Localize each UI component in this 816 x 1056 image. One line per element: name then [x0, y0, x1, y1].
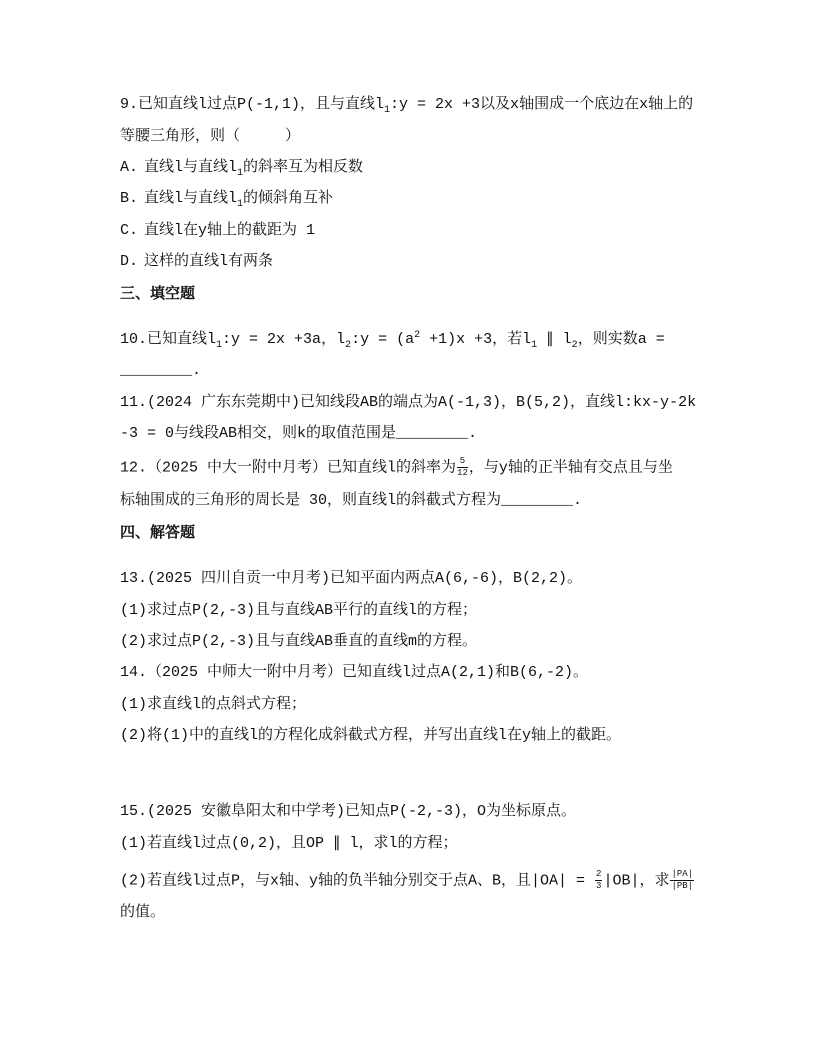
q12-text: 已知直线l的斜率为 [327, 459, 457, 477]
q15-text: |OB|，求 [603, 872, 670, 890]
subscript: 2 [345, 340, 352, 351]
q10-line-1 [120, 330, 665, 350]
q14-source: （2025 中师大一附中月考） [147, 664, 343, 681]
q10-text: :y = 2x +3a，l [222, 331, 346, 348]
option-label: D. [120, 253, 139, 270]
option-text: 的斜率互为相反数 [243, 159, 364, 176]
section-heading-free-response: 四、解答题 [120, 523, 196, 541]
q14-text: 已知直线l过点A(2,1)和B(6,-2)。 [342, 664, 589, 681]
answer-blank: ________ [396, 425, 469, 442]
option-text: 的倾斜角互补 [243, 190, 334, 207]
q15-part-2 [120, 870, 695, 890]
q13-text: 已知平面内两点A(6,-6)，B(2,2)。 [330, 570, 583, 587]
q12-text: ，与y轴的正半轴有交点且与坐 [468, 459, 673, 477]
q13-part-2: (2)求过点P(2,-3)且与直线AB垂直的直线m的方程。 [120, 633, 478, 650]
q14-part-2: (2)将(1)中的直线l的方程化成斜截式方程，并写出直线l在y轴上的截距。 [120, 727, 622, 744]
q15-part-1: (1)若直线l过点(0,2)，且OP ∥ l，求l的方程； [120, 835, 458, 852]
period: . [192, 362, 202, 379]
q14-stem [120, 663, 588, 683]
period: . [573, 492, 583, 509]
q11-line-1 [120, 393, 696, 413]
q12-line-1 [120, 457, 673, 477]
q13-stem [120, 569, 582, 589]
q9-line-1 [120, 95, 693, 115]
q10-text: ∥ l [537, 331, 572, 348]
subscript: 1 [237, 199, 244, 210]
q13-part-1: (1)求过点P(2,-3)且与直线AB平行的直线l的方程； [120, 602, 478, 619]
subscript: 1 [216, 340, 223, 351]
q15-number: 15. [120, 803, 148, 820]
q15-stem [120, 802, 576, 822]
q11-source: (2024 广东东莞期中) [147, 394, 301, 411]
q11-line-2 [120, 424, 477, 444]
q12-line-2 [120, 491, 582, 511]
option-text: 直线l与直线l [144, 190, 238, 207]
q11-number: 11. [120, 394, 148, 411]
slope-fraction [457, 457, 468, 478]
subscript: 1 [384, 105, 391, 116]
q14-number: 14. [120, 664, 148, 681]
q9-option-b [120, 189, 333, 209]
q12-number: 12. [120, 459, 148, 477]
subscript: 1 [237, 168, 244, 179]
q14-part-1: (1)求直线l的点斜式方程； [120, 696, 307, 713]
option-text: 直线l与直线l [144, 159, 238, 176]
period: . [468, 425, 478, 442]
option-text: 直线l在y轴上的截距为 1 [144, 222, 316, 239]
q9-option-c [120, 221, 315, 241]
fraction-denominator: 12 [457, 468, 468, 478]
q10-text: 已知直线l [147, 331, 217, 348]
fraction-numerator: |PA| [671, 869, 694, 879]
subscript: 1 [531, 340, 538, 351]
q9-line-2 [120, 127, 300, 147]
q9-stem-text: 已知直线l过点P(-1,1)，且与直线l [138, 96, 385, 113]
q9-stem-text: 等腰三角形，则（ ） [120, 128, 301, 145]
q11-text: -3 = 0与线段AB相交，则k的取值范围是 [120, 425, 397, 442]
q9-number: 9. [120, 96, 139, 113]
answer-blank: ________ [501, 492, 574, 509]
option-label: A. [120, 159, 139, 176]
q9-option-a [120, 158, 363, 178]
option-label: C. [120, 222, 139, 239]
fraction-denominator: 3 [596, 881, 602, 891]
q12-source: （2025 中大一附中月考） [147, 459, 328, 477]
target-fraction [670, 870, 694, 891]
ratio-fraction [595, 870, 602, 891]
q12-text: 标轴围成的三角形的周长是 30，则直线l的斜截式方程为 [120, 492, 502, 509]
option-label: B. [120, 190, 139, 207]
subscript: 2 [571, 340, 578, 351]
q10-line-2 [120, 361, 201, 381]
q13-number: 13. [120, 570, 148, 587]
q10-text: ，则实数a = [577, 331, 665, 348]
section-heading-fill-in: 三、填空题 [120, 284, 196, 302]
q9-stem-text: :y = 2x +3以及x轴围成一个底边在x轴上的 [390, 96, 694, 113]
q11-text: 已知线段AB的端点为A(-1,3)，B(5,2)，直线l:kx-y-2k [300, 394, 697, 411]
answer-blank: ________ [120, 362, 193, 379]
fraction-numerator: 2 [596, 869, 602, 879]
q10-text: :y = (a [351, 331, 415, 348]
superscript: 2 [414, 330, 421, 341]
q15-text: (2)若直线l过点P，与x轴、y轴的负半轴分别交于点A、B，且|OA| = [120, 872, 595, 890]
fraction-numerator: 5 [457, 457, 468, 468]
q9-option-d [120, 252, 273, 272]
q15-source: (2025 安徽阜阳太和中学考) [147, 803, 346, 820]
q10-number: 10. [120, 331, 148, 348]
fraction-denominator: |PB| [671, 881, 694, 891]
option-text: 这样的直线l有两条 [144, 253, 274, 270]
q15-text: 已知点P(-2,-3)，O为坐标原点。 [345, 803, 577, 820]
q10-text: +1)x +3，若l [420, 331, 532, 348]
q15-part-2-end: 的值。 [120, 904, 166, 921]
q13-source: (2025 四川自贡一中月考) [147, 570, 331, 587]
